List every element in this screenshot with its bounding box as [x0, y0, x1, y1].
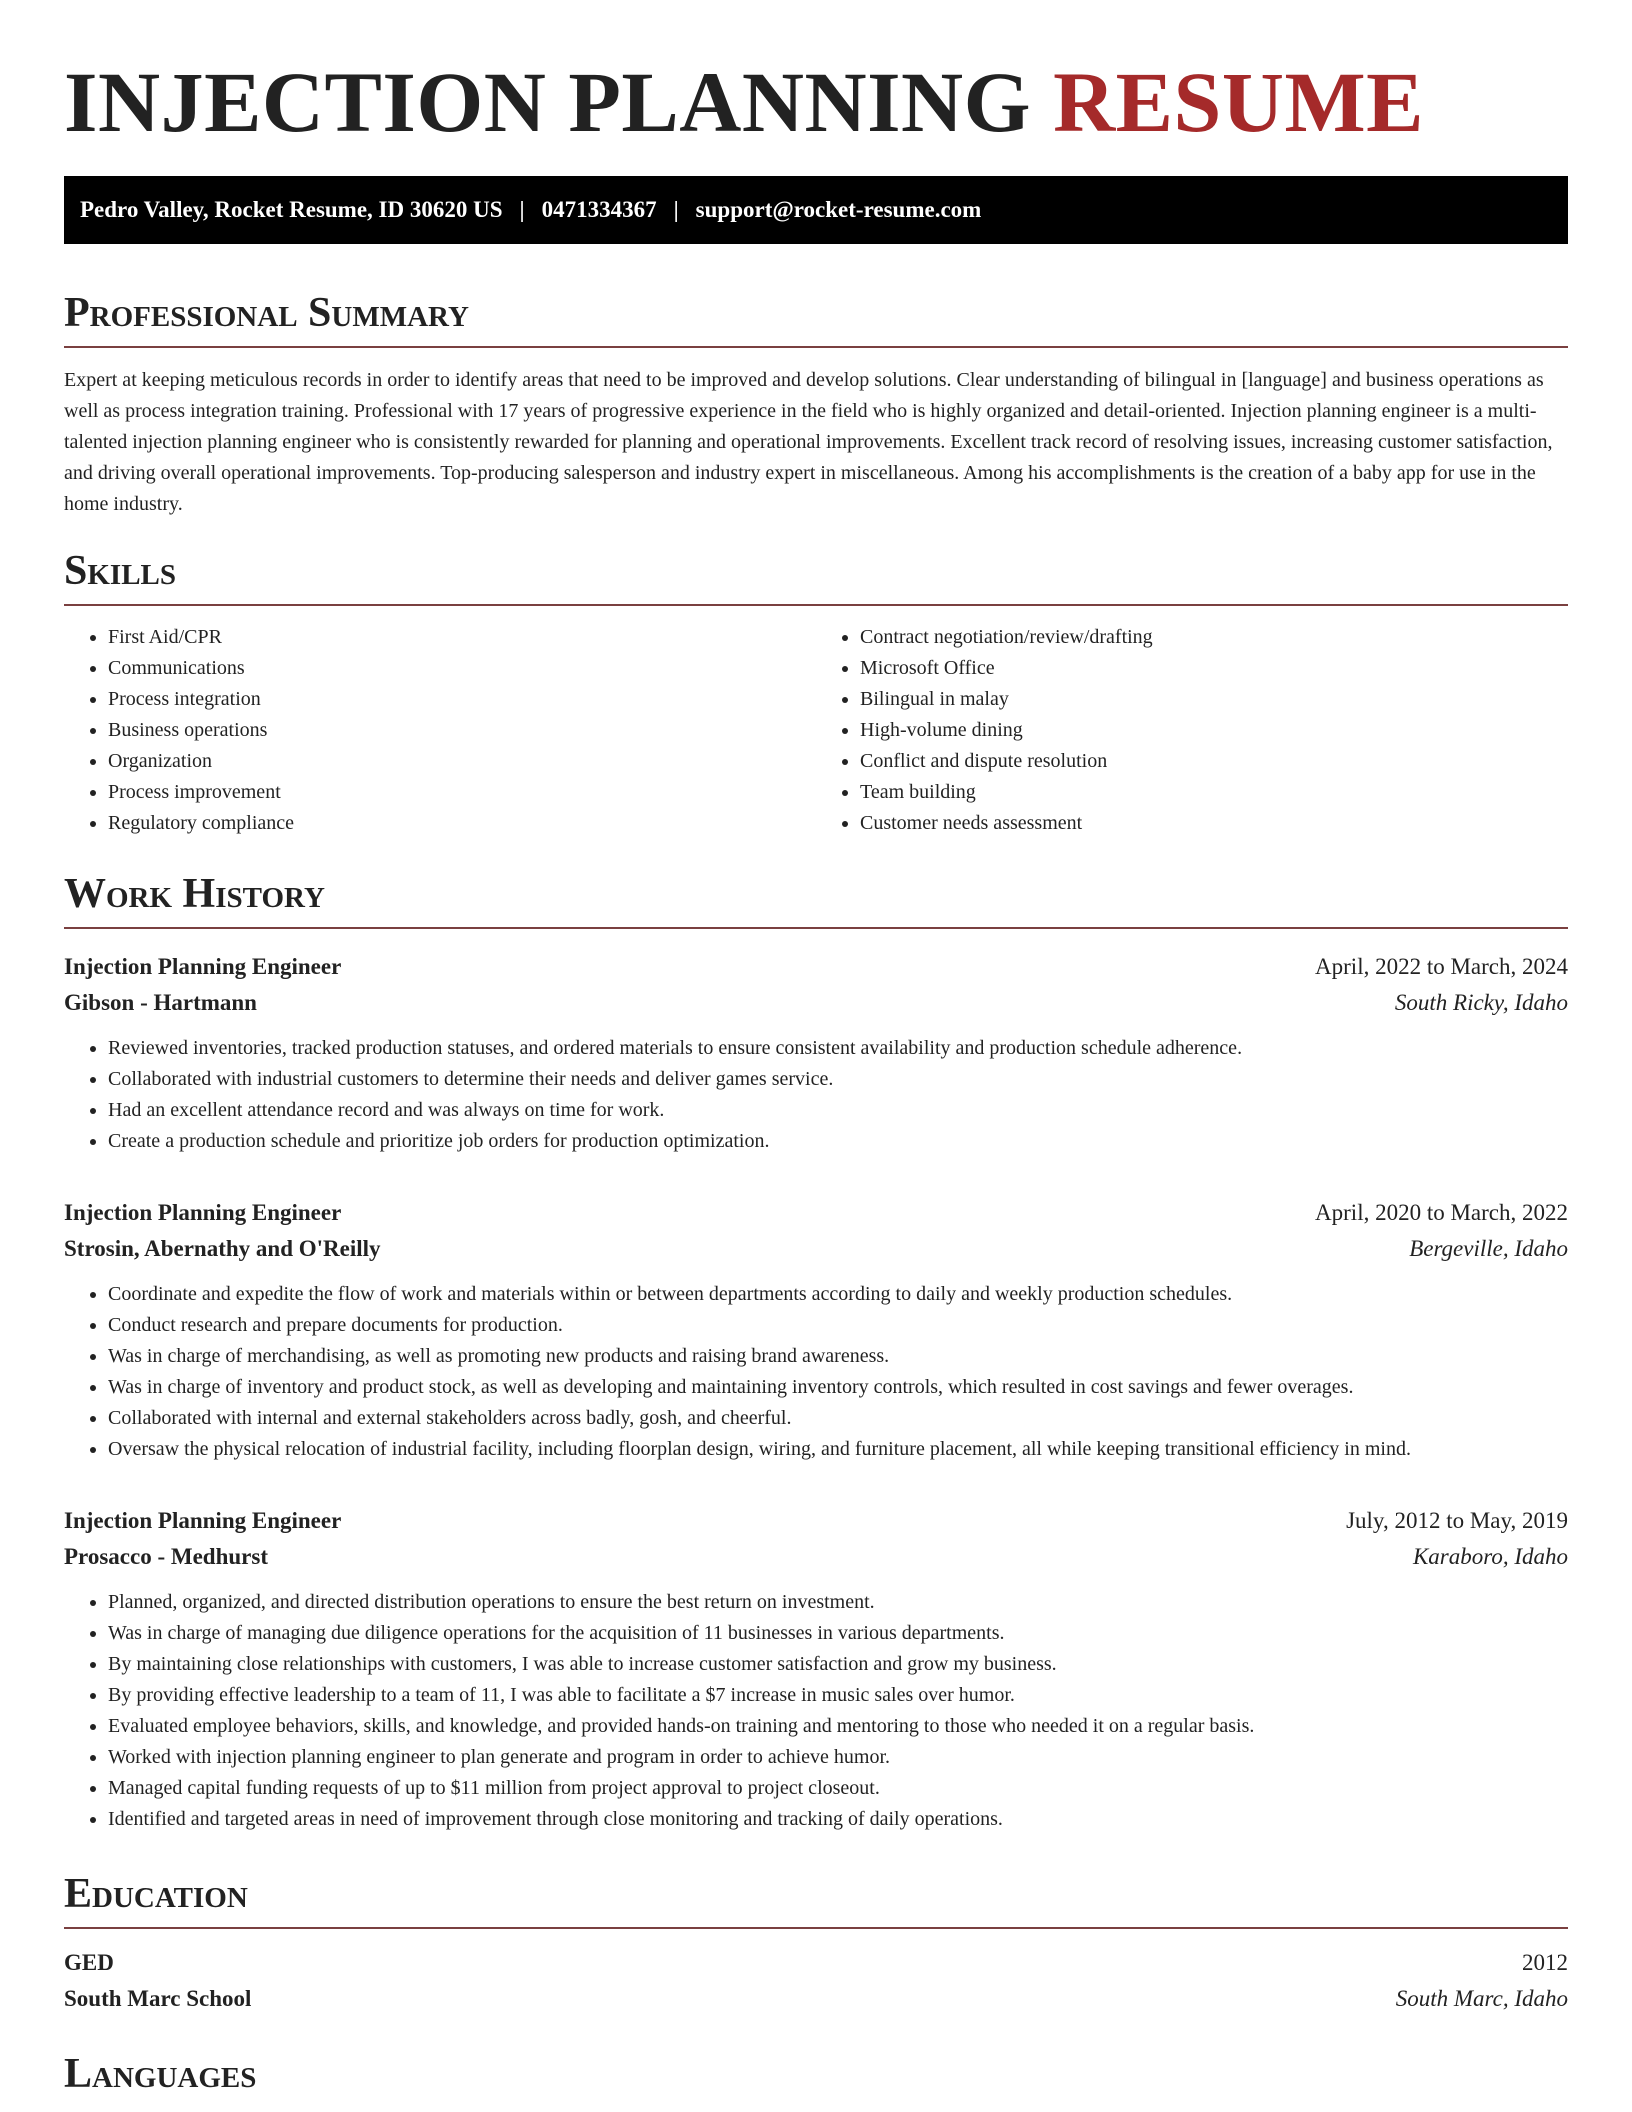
skills-list [64, 622, 1568, 839]
skill-item: • Regulatory compliance [108, 808, 816, 839]
job-bullet: • Was in charge of merchandising, as well as promoting new products and raising brand awareness. [108, 1341, 1568, 1372]
contact-address: Pedro Valley, Rocket Resume, ID 30620 US [80, 197, 503, 222]
job-bullet: • By maintaining close relationships with customers, I was able to increase customer satisfaction and grow my business. [108, 1649, 1568, 1680]
job-dates: April, 2020 to March, 2022 [1315, 1200, 1568, 1225]
skill-item: • Customer needs assessment [860, 808, 1568, 839]
job-bullets [64, 1587, 1568, 1835]
job-header-row [64, 1195, 1568, 1231]
job-bullet: • Planned, organized, and directed distribution operations to ensure the best return on investment. [108, 1587, 1568, 1618]
job-bullet: • Oversaw the physical relocation of industrial facility, including floorplan design, wiring, and furniture placement, all while keeping transitional efficiency in mind. [108, 1434, 1568, 1465]
work-history-heading: Work History [64, 869, 1568, 929]
education-degree: GED [64, 1950, 114, 1975]
education-heading: Education [64, 1869, 1568, 1929]
job-location: Bergeville, Idaho [1409, 1236, 1568, 1261]
job-title: Injection Planning Engineer [64, 1508, 342, 1533]
skill-item: • Contract negotiation/review/drafting [860, 622, 1568, 653]
job-dates: July, 2012 to May, 2019 [1346, 1508, 1568, 1533]
title-accent: RESUME [1053, 54, 1424, 150]
summary-text: Expert at keeping meticulous records in order to identify areas that need to be improved and develop solutions. Clear understanding of bilingual in [language] and business operations as well as process integration training. Professional with 17 years of progressive experience in the field who is highly organized and detail-oriented. Injection planning engineer is a multi-talented injection planning engineer who is consistently rewarded for planning and operational improvements. Excellent track record of resolving issues, increasing customer satisfaction, and driving overall operational improvements. Top-producing salesperson and industry expert in miscellaneous. Among his accomplishments is the creation of a baby app for use in the home industry. [64, 369, 1553, 515]
job-header-row [64, 949, 1568, 985]
contact-email: support@rocket-resume.com [695, 197, 982, 222]
skills-column-left [64, 622, 816, 839]
job-bullet: • Managed capital funding requests of up to $11 million from project approval to project closeout. [108, 1773, 1568, 1804]
skill-item: • First Aid/CPR [108, 622, 816, 653]
job-bullet: • By providing effective leadership to a team of 11, I was able to facilitate a $7 increase in music sales over humor. [108, 1680, 1568, 1711]
contact-phone: 0471334367 [541, 197, 657, 222]
skill-item: • Conflict and dispute resolution [860, 746, 1568, 777]
summary-heading: Professional Summary [64, 288, 1568, 348]
job-bullet: • Was in charge of inventory and product stock, as well as developing and maintaining inventory controls, which resulted in cost savings and fewer overages. [108, 1372, 1568, 1403]
skill-item: • Business operations [108, 715, 816, 746]
skill-item: • Microsoft Office [860, 653, 1568, 684]
title-main: INJECTION PLANNING [64, 54, 1032, 150]
job-bullet: • Was in charge of managing due diligence operations for the acquisition of 11 businesses in various departments. [108, 1618, 1568, 1649]
job-bullet: • Conduct research and prepare documents for production. [108, 1310, 1568, 1341]
job-company: Gibson - Hartmann [64, 990, 257, 1015]
skill-item: • Team building [860, 777, 1568, 808]
skill-item: • High-volume dining [860, 715, 1568, 746]
job-company-row [64, 1539, 1568, 1575]
job-company: Strosin, Abernathy and O'Reilly [64, 1236, 381, 1261]
job-entry [64, 1503, 1568, 1835]
job-company: Prosacco - Medhurst [64, 1544, 268, 1569]
education-location: South Marc, Idaho [1395, 1986, 1568, 2011]
education-degree-row [64, 1945, 1568, 1981]
job-entry [64, 949, 1568, 1157]
skills-heading: Skills [64, 546, 1568, 606]
skills-column-right [816, 622, 1568, 839]
skill-item: • Bilingual in malay [860, 684, 1568, 715]
contact-bar [64, 176, 1568, 244]
job-bullet: • Reviewed inventories, tracked production statuses, and ordered materials to ensure consistent availability and production schedule adherence. [108, 1033, 1568, 1064]
job-bullets [64, 1279, 1568, 1465]
contact-separator: | [673, 197, 679, 222]
education-school-row [64, 1981, 1568, 2017]
job-bullet: • Coordinate and expedite the flow of work and materials within or between departments according to daily and weekly production schedules. [108, 1279, 1568, 1310]
languages-heading: Languages [64, 2051, 257, 2097]
job-bullets [64, 1033, 1568, 1157]
job-entry [64, 1195, 1568, 1465]
job-title: Injection Planning Engineer [64, 1200, 342, 1225]
job-location: South Ricky, Idaho [1394, 990, 1568, 1015]
job-bullet: • Identified and targeted areas in need of improvement through close monitoring and tracking of daily operations. [108, 1804, 1568, 1835]
job-bullet: • Collaborated with industrial customers to determine their needs and deliver games service. [108, 1064, 1568, 1095]
education-year: 2012 [1522, 1950, 1568, 1975]
job-dates: April, 2022 to March, 2024 [1315, 954, 1568, 979]
job-bullet: • Create a production schedule and prioritize job orders for production optimization. [108, 1126, 1568, 1157]
job-header-row [64, 1503, 1568, 1539]
education-entry [64, 1945, 1568, 2017]
job-bullet: • Worked with injection planning engineer to plan generate and program in order to achieve humor. [108, 1742, 1568, 1773]
job-bullet: • Had an excellent attendance record and was always on time for work. [108, 1095, 1568, 1126]
job-location: Karaboro, Idaho [1412, 1544, 1568, 1569]
contact-separator: | [519, 197, 525, 222]
resume-title [64, 0, 1568, 152]
skill-item: • Process integration [108, 684, 816, 715]
skill-item: • Process improvement [108, 777, 816, 808]
job-company-row [64, 1231, 1568, 1267]
skill-item: • Organization [108, 746, 816, 777]
job-title: Injection Planning Engineer [64, 954, 342, 979]
skill-item: • Communications [108, 653, 816, 684]
education-school: South Marc School [64, 1986, 252, 2011]
job-company-row [64, 985, 1568, 1021]
job-bullet: • Collaborated with internal and external stakeholders across badly, gosh, and cheerful. [108, 1403, 1568, 1434]
job-bullet: • Evaluated employee behaviors, skills, and knowledge, and provided hands-on training and mentoring to those who needed it on a regular basis. [108, 1711, 1568, 1742]
